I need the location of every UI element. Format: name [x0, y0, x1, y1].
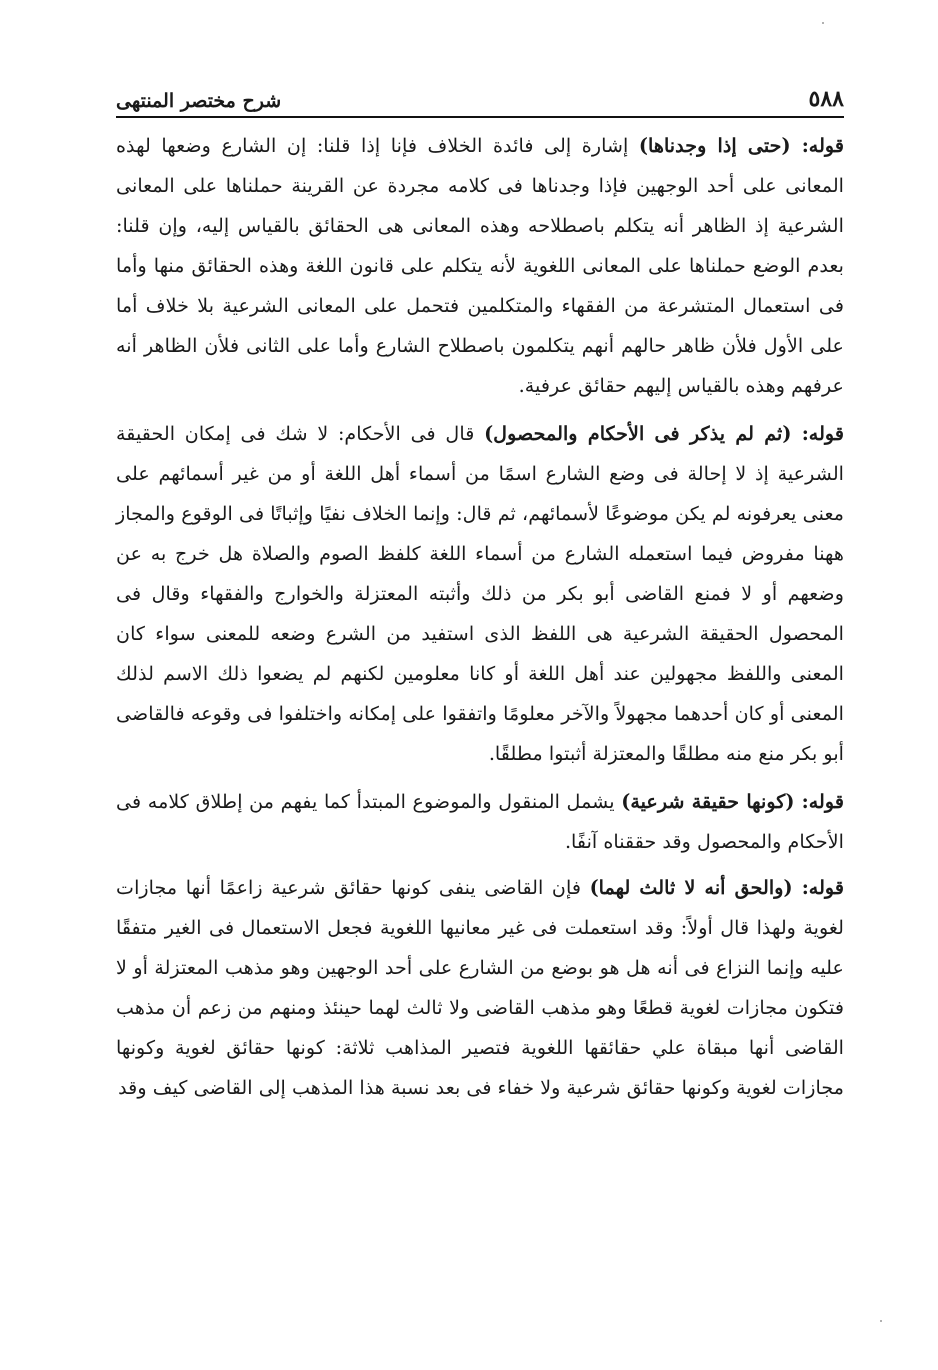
- paragraph-2-lead: قوله: (ثم لم يذكر فى الأحكام والمحصول): [484, 422, 844, 445]
- body-text: [116, 126, 844, 1116]
- header-rule: [116, 116, 844, 118]
- scan-speck: [822, 22, 824, 24]
- paragraph-4-text: فإن القاضى ينفى كونها حقائق شرعية زاعمًا أنها مجازات لغوية ولهذا قال أولاً: وقد استعملت فى غير معانيها اللغوية فجعل الاستعمال فى الغير متفقًا عليه وإنما النزاع فى أنه هل هو بوضع من الشارع على أحد الوجهين وهو مذهب المعتزلة أو لا فتكون مجازات لغوية قطعًا وهو مذهب القاضى ولا ثالث لهما حينئذ ومنهم من زعم أن مذهب القاضى أنها مبقاة علي حقائقها اللغوية فتصير المذاهب ثلاثة: كونها حقائق لغوية وكونها مجازات لغوية وكونها حقائق شرعية ولا خفاء فى بعد نسبة هذا المذهب إلى القاضى كيف وقد: [116, 876, 844, 1099]
- scan-speck: [880, 1320, 882, 1322]
- page-header: [116, 76, 844, 112]
- paragraph-2: [116, 414, 844, 774]
- paragraph-4-lead: قوله: (والحق أنه لا ثالث لهما): [589, 876, 844, 899]
- page-number: ٥٨٨: [808, 86, 844, 112]
- paragraph-3: [116, 782, 844, 862]
- paragraph-4: [116, 868, 844, 1108]
- paragraph-1-text: إشارة إلى فائدة الخلاف فإنا إذا قلنا: إن الشارع وضعها لهذه المعانى على أحد الوجهين فإذا وجدناها فى كلامه مجردة عن القرينة حملناها على المعانى الشرعية إذ الظاهر أنه يتكلم باصطلاحه وهذه المعانى هى الحقائق بالقياس إليه، وإن قلنا: بعدم الوضع حملناها على المعانى اللغوية لأنه يتكلم على قانون اللغة وهذه الحقائق منها وأما فى استعمال المتشرعة من الفقهاء والمتكلمين فتحمل على المعانى الشرعية بلا خلاف أما على الأول فلأن ظاهر حالهم أنهم يتكلمون باصطلاح الشارع وأما على الثانى فلأن الظاهر أنه عرفهم وهذه بالقياس إليهم حقائق عرفية.: [116, 134, 844, 397]
- paragraph-3-lead: قوله: (كونها حقيقة شرعية): [621, 790, 844, 813]
- book-title: شرح مختصر المنتهى: [116, 90, 282, 112]
- paragraph-1-lead: قوله: (حتى إذا وجدناها): [638, 134, 844, 157]
- paragraph-2-text: قال فى الأحكام: لا شك فى إمكان الحقيقة الشرعية إذ لا إحالة فى وضع الشارع اسمًا من أسماء أهل اللغة أو من غير أسمائهم على معنى يعرفونه لم يكن موضوعًا لأسمائهم، ثم قال: وإنما الخلاف نفيًا وإثباتًا فى الوقوع والمجاز ههنا مفروض فيما استعمله الشارع من أسماء اللغة كلفظ الصوم والصلاة هل خرج به عن وضعهم أو لا فمنع القاضى أبو بكر من ذلك وأثبته المعتزلة والخوارج والفقهاء وقال فى المحصول الحقيقة الشرعية هى اللفظ الذى استفيد من الشرع وضعه للمعنى سواء كان المعنى واللفظ مجهولين عند أهل اللغة أو كانا معلومين لكنهم لم يضعوا ذلك الاسم لذلك المعنى أو كان أحدهما مجهولاً والآخر معلومًا واتفقوا على إمكانه واختلفوا فى وقوعه فالقاضى أبو بكر منع منه مطلقًا والمعتزلة أثبتوا مطلقًا.: [116, 422, 844, 765]
- paragraph-1: [116, 126, 844, 406]
- paragraph-3-text: يشمل المنقول والموضوع المبتدأ كما يفهم من إطلاق كلامه فى الأحكام والمحصول وقد حققناه آنفًا.: [116, 790, 844, 853]
